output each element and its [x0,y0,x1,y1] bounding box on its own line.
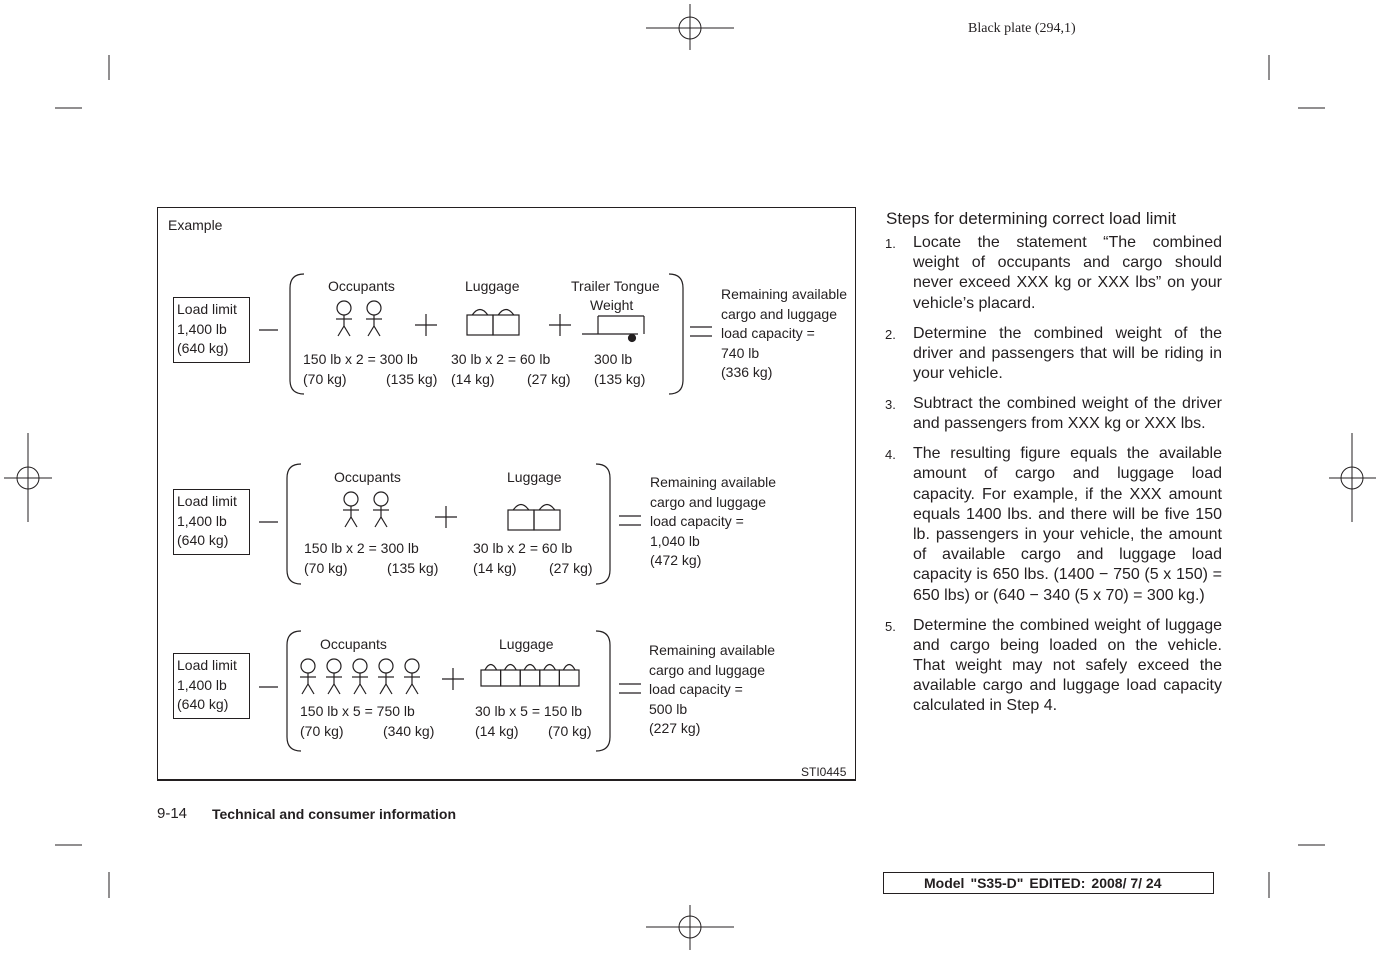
load-limit-kg: (640 kg) [177,340,229,356]
plate-label: Black plate (294,1) [968,21,1076,36]
luggage-icon [534,505,560,531]
person-icon [343,492,359,527]
result-kg: (227 kg) [649,720,701,736]
model-label: Model [924,875,965,891]
result-lb: 740 lb [721,345,760,361]
plus-sign [415,314,437,336]
bracket-open [287,464,301,584]
steps-list [885,233,1222,726]
luggage-kg-total: (27 kg) [549,560,593,576]
step-number: 3. [885,397,896,413]
occupants-kg-each: (70 kg) [304,560,348,576]
bracket-close [669,274,683,394]
luggage-kg-total: (27 kg) [527,371,571,387]
luggage-icon [520,665,540,687]
result-line1: Remaining available [650,474,777,490]
luggage-label: Luggage [499,636,554,652]
load-limit-kg: (640 kg) [177,696,229,712]
registration-mark-left [4,433,52,522]
luggage-label: Luggage [507,469,562,485]
trailer-hitch-icon [582,316,644,342]
load-limit-label: Load limit [177,657,237,673]
plus-sign [549,314,571,336]
step-text: Determine the combined weight of the driver and passengers that will be riding in your vehicle. [913,324,1222,383]
load-limit-box [173,489,250,555]
luggage-icon [559,665,579,687]
luggage-kg-each: (14 kg) [473,560,517,576]
equals-sign [690,327,712,336]
occupants-calc: 150 lb x 5 = 750 lb [300,703,415,719]
section-title: Technical and consumer information [212,806,457,822]
occupants-label: Occupants [334,469,401,485]
step-text: Locate the statement “The combined weight of occupants and cargo should never exceed XXX kg or XXX lbs” on your vehicle’s placard. [913,234,1222,312]
luggage-kg-each: (14 kg) [451,371,495,387]
occupants-kg-each: (70 kg) [303,371,347,387]
equals-sign [619,684,641,693]
registration-mark-right [1329,433,1376,522]
occupants-kg-total: (135 kg) [386,371,438,387]
figure-label: Example [168,217,223,233]
step-number: 4. [885,447,896,463]
luggage-icon [493,310,519,336]
step-number: 5. [885,618,896,634]
occupants-kg-total: (135 kg) [387,560,439,576]
luggage-icon [467,310,493,336]
luggage-label: Luggage [465,278,520,294]
load-limit-box [173,653,250,719]
equals-sign [619,516,641,525]
person-icon [378,659,394,694]
load-limit-label: Load limit [177,493,237,509]
luggage-calc: 30 lb x 5 = 150 lb [475,703,583,719]
occupants-calc: 150 lb x 2 = 300 lb [303,351,418,367]
bracket-close [596,631,610,751]
occupants-kg-total: (340 kg) [383,723,435,739]
person-icon [352,659,368,694]
result-kg: (472 kg) [650,552,702,568]
trailer-calc: 300 lb [594,351,633,367]
steps-title: Steps for determining correct load limit [886,209,1177,228]
result-lb: 500 lb [649,701,688,717]
result-line1: Remaining available [721,286,848,302]
step-item [885,394,1222,434]
person-icon [366,301,382,336]
step-number: 1. [885,236,896,251]
registration-mark-bottom [646,905,734,950]
step-item [885,233,1222,314]
load-limit-lb: 1,400 lb [177,320,227,337]
page-number: 9-14 [157,805,188,822]
trailer-label-line2: Weight [590,297,634,313]
person-icon [300,659,316,694]
result-line3: load capacity = [721,325,815,341]
step-text: Determine the combined weight of luggage and cargo being loaded on the vehicle. That weight may not safely exceed the available cargo and luggage load capacity calculated in Step 4. [913,616,1222,715]
load-limit-box [173,297,250,363]
load-limit-kg: (640 kg) [177,532,229,548]
person-icon [336,301,352,336]
luggage-icon [508,505,534,531]
result-line2: cargo and luggage [650,494,766,510]
model-value: "S35-D" [970,875,1024,891]
luggage-icon [481,665,501,687]
bracket-open [287,631,301,751]
edited-value: 2008/ 7/ 24 [1091,875,1162,891]
trailer-label-line1: Trailer Tongue [571,278,660,294]
luggage-kg-each: (14 kg) [475,723,519,739]
load-limit-lb: 1,400 lb [177,512,227,529]
load-limit-lb: 1,400 lb [177,676,227,693]
edited-label: EDITED: [1029,875,1086,891]
result-line1: Remaining available [649,642,776,658]
occupants-label: Occupants [328,278,395,294]
registration-mark-top [646,4,734,50]
load-limit-label: Load limit [177,301,237,317]
bracket-close [596,464,610,584]
result-line3: load capacity = [650,513,744,529]
occupants-kg-each: (70 kg) [300,723,344,739]
step-text: The resulting figure equals the available amount of cargo and luggage load capacity. For example, if the XXX amount equals 1400 lbs. and there will be five 150 lb. passengers in your vehicle, the amount of available cargo and luggage load capacity is 650 lbs. (1400 − 750 (5 x 150) = 650 lbs) or (640 − 340 (5 x 70) = 300 kg.) [913,445,1222,604]
occupants-label: Occupants [320,636,387,652]
model-edit-box [883,872,1214,894]
person-icon [373,492,389,527]
step-item [885,444,1222,606]
person-icon [404,659,420,694]
step-item [885,324,1222,385]
result-kg: (336 kg) [721,364,773,380]
luggage-kg-total: (70 kg) [548,723,592,739]
bracket-open [290,274,304,394]
trailer-kg: (135 kg) [594,371,646,387]
luggage-calc: 30 lb x 2 = 60 lb [473,540,573,556]
result-line2: cargo and luggage [649,662,765,678]
luggage-icon [501,665,521,687]
step-number: 2. [885,326,896,342]
result-lb: 1,040 lb [650,533,700,549]
occupants-calc: 150 lb x 2 = 300 lb [304,540,419,556]
luggage-icon [540,665,560,687]
figure-code: STI0445 [801,765,847,779]
result-line2: cargo and luggage [721,306,837,322]
step-item [885,616,1222,717]
person-icon [326,659,342,694]
plus-sign [435,506,457,528]
plus-sign [442,668,464,690]
step-text: Subtract the combined weight of the driver and passengers from XXX kg or XXX lbs. [913,395,1222,433]
result-line3: load capacity = [649,681,743,697]
load-example-figure [157,207,856,781]
luggage-calc: 30 lb x 2 = 60 lb [451,351,551,367]
